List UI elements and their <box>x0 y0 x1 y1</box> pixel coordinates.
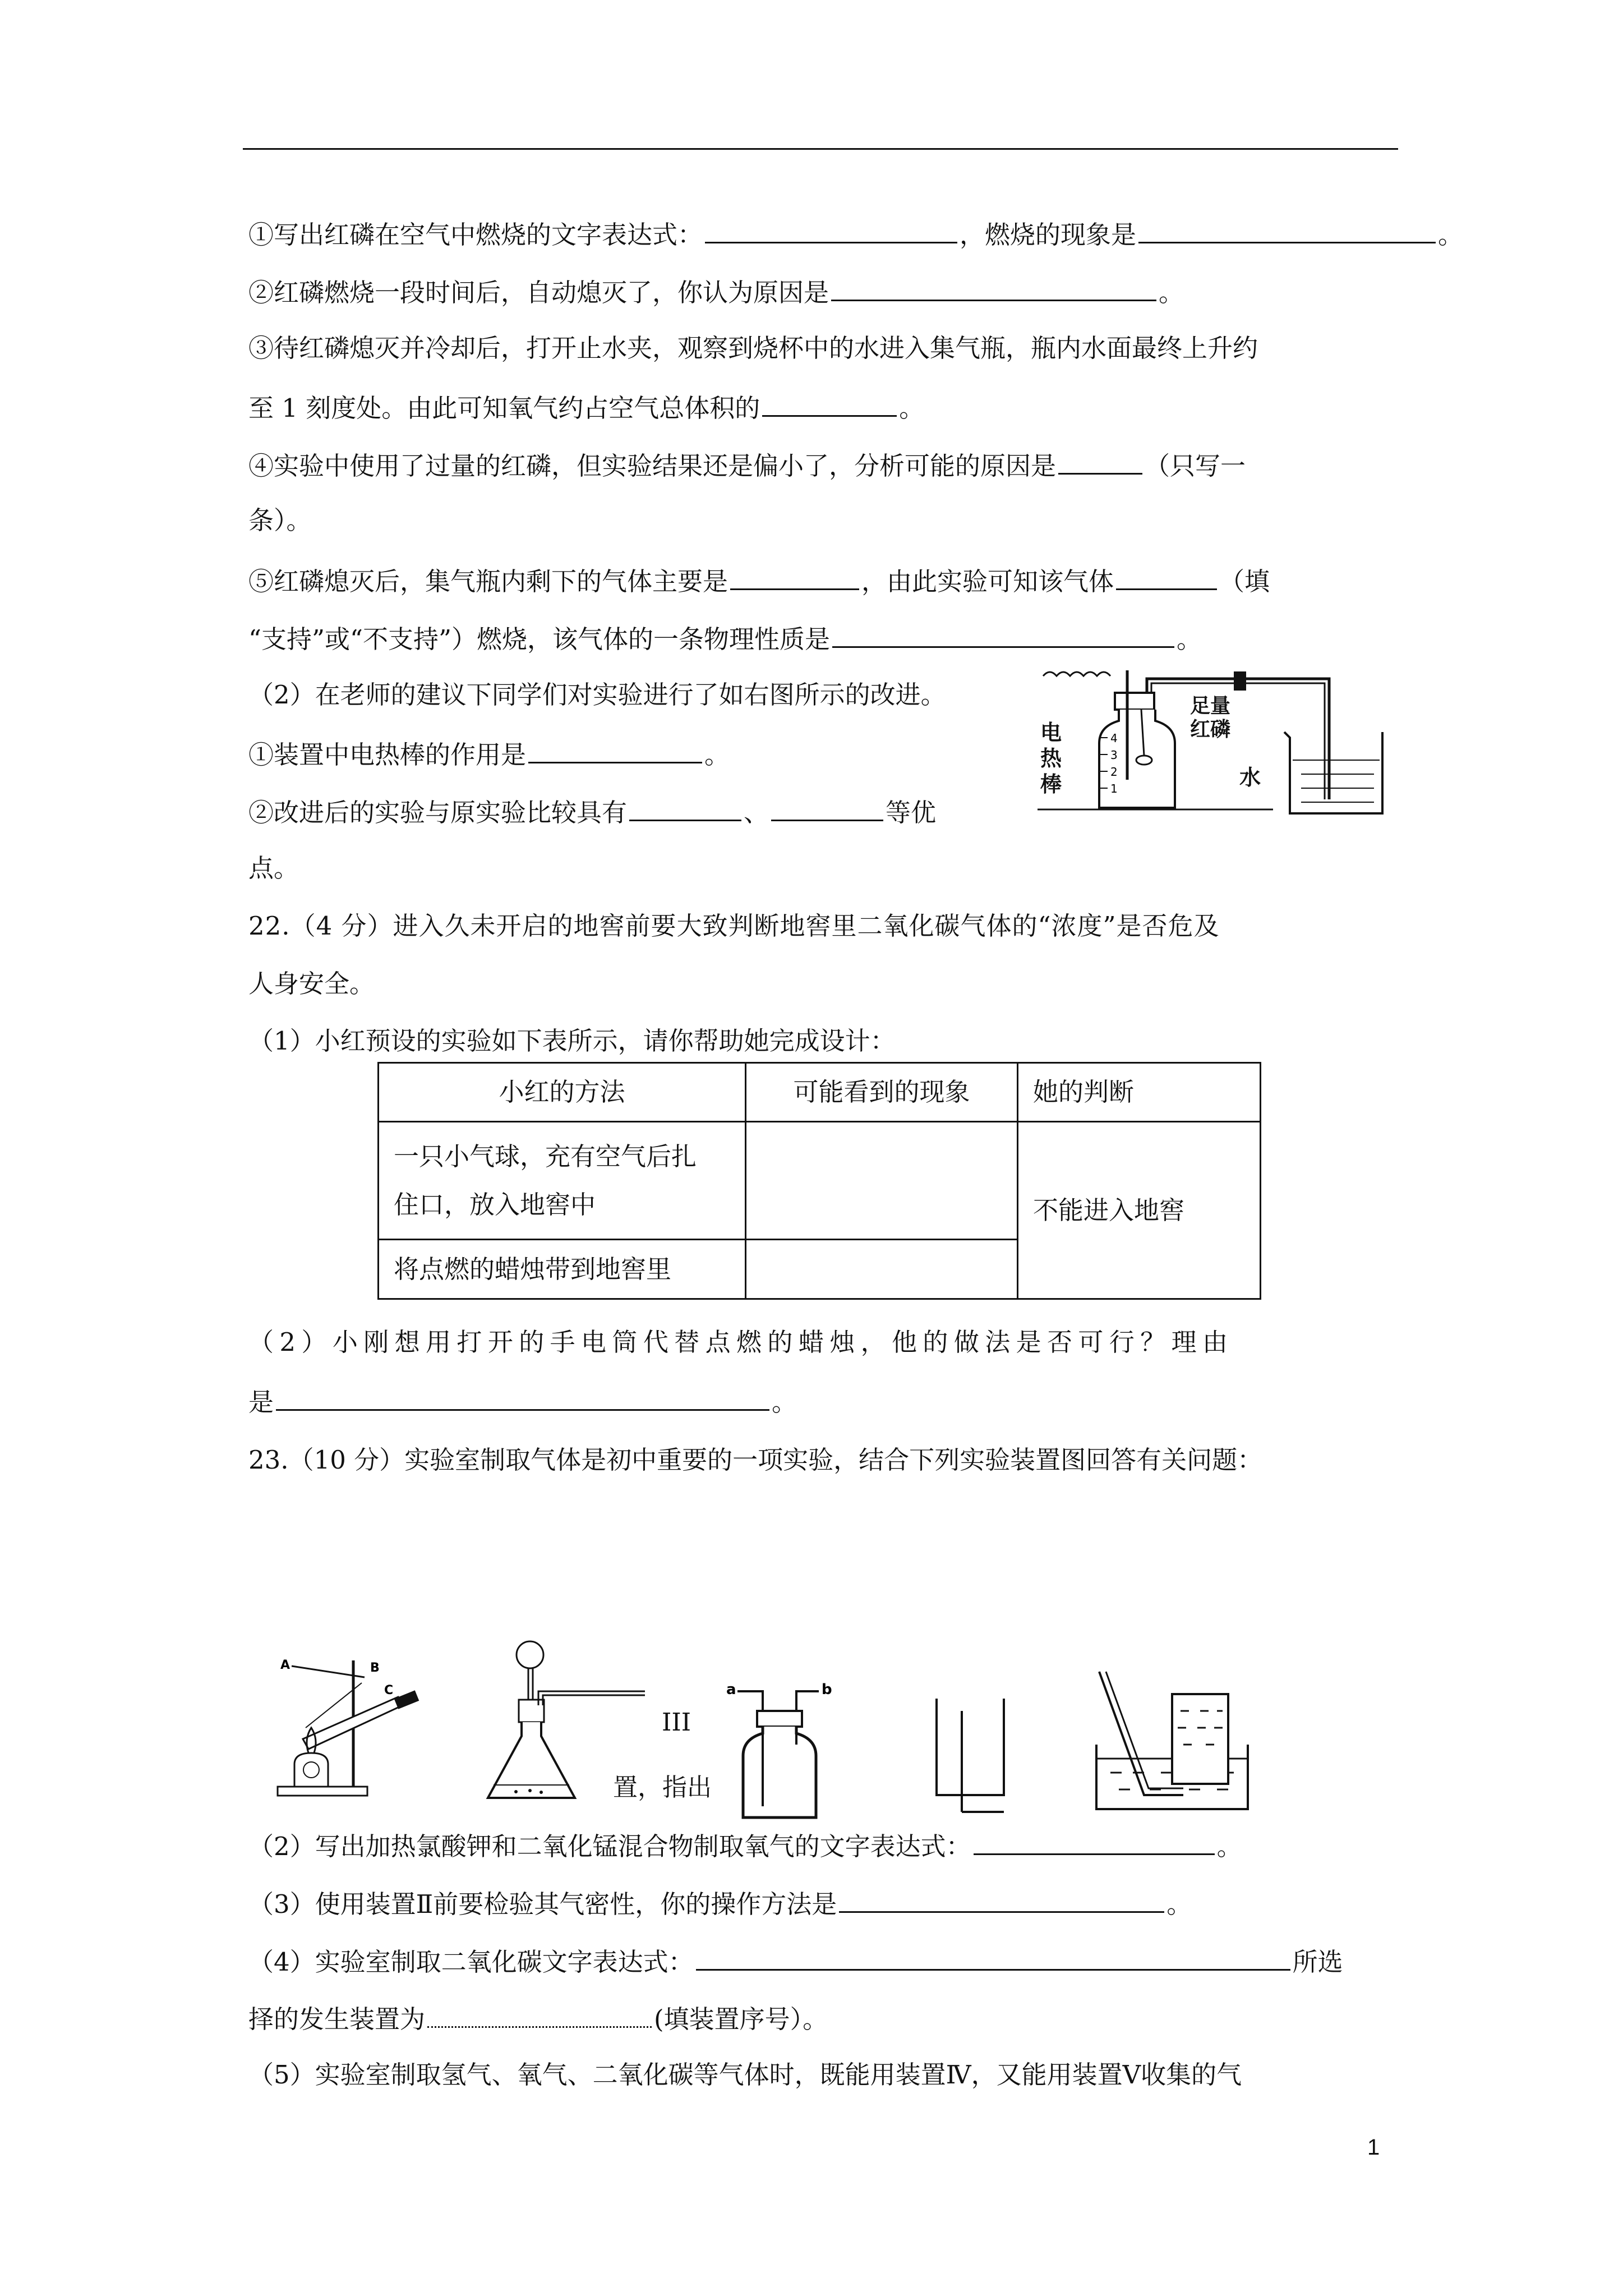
q21-line-6: 条）。 <box>248 505 312 535</box>
q23-l2-end: 。 <box>1216 1832 1242 1861</box>
header-rule <box>243 148 1398 150</box>
q23-line-5 <box>248 2000 828 2036</box>
q21-line-4 <box>248 389 924 425</box>
collection-jar <box>1172 1694 1228 1784</box>
phosphorus-spoon <box>1136 756 1152 765</box>
answer-blank[interactable] <box>1138 216 1436 243</box>
q22-l5-text: 是 <box>248 1387 274 1417</box>
label-water: 水 <box>1239 765 1261 790</box>
q21-l5-text: ④实验中使用了过量的红磷，但实验结果还是偏小了，分析可能的原因是 <box>248 451 1057 481</box>
table-header: 可能看到的现象 <box>746 1063 1018 1122</box>
table-cell-phenomenon[interactable] <box>746 1122 1018 1240</box>
jar-stopper <box>1115 693 1154 710</box>
q21-l7-text-2: ，由此实验可知该气体 <box>861 567 1114 596</box>
q21-l2-end: 。 <box>1159 278 1184 307</box>
q23-line-1: 23.（10 分）实验室制取气体是初中重要的一项实验，结合下列实验装置图回答有关问题： <box>248 1445 1263 1475</box>
q21-l1-text-2: ，燃烧的现象是 <box>960 220 1137 250</box>
funnel-bulb <box>517 1641 543 1668</box>
q21-line-5 <box>248 447 1246 483</box>
answer-blank[interactable] <box>276 1383 769 1411</box>
table-cell-method <box>379 1122 746 1240</box>
gas-bottle <box>743 1727 816 1818</box>
q21-l7-text: ⑤红磷熄灭后，集气瓶内剩下的气体主要是 <box>248 567 728 596</box>
answer-blank[interactable] <box>705 216 957 243</box>
q21-part2-line-1 <box>248 736 730 772</box>
tick-label: 3 <box>1110 748 1118 762</box>
table-header: 小红的方法 <box>379 1063 746 1122</box>
answer-blank[interactable] <box>696 1943 1290 1971</box>
label-a: A <box>280 1658 291 1672</box>
answer-blank[interactable] <box>629 794 741 821</box>
apparatus-iv-upward <box>931 1694 1009 1823</box>
label-electric-rod: 电热棒 <box>1040 720 1062 797</box>
q21-l4-end: 。 <box>899 393 925 423</box>
answer-blank[interactable] <box>974 1828 1215 1855</box>
q22-line-1: 22.（4 分）进入久未开启的地窖前要大致判断地窖里二氧化碳气体的“浓度”是否危及 <box>248 911 1220 941</box>
q23-line-4 <box>248 1943 1343 1979</box>
q21-l1-end: 。 <box>1438 220 1464 250</box>
improved-apparatus-figure <box>1038 659 1396 827</box>
answer-blank[interactable] <box>832 620 1174 648</box>
q21-line-3: ③待红磷熄灭并冷却后，打开止水夹，观察到烧杯中的水进入集气瓶，瓶内水面最终上升约 <box>248 333 1258 363</box>
q21-line-7 <box>248 563 1270 599</box>
q22-line-5 <box>248 1383 797 1419</box>
answer-blank[interactable] <box>528 736 702 763</box>
q21-part2-line-2 <box>248 794 936 830</box>
method-line: 住口，放入地窖中 <box>394 1189 596 1220</box>
page-number: 1 <box>1367 2135 1380 2160</box>
q23-line-2 <box>248 1828 1242 1864</box>
roman-numeral-iii: III <box>662 1708 691 1737</box>
q21-line-8 <box>248 620 1202 656</box>
conical-flask <box>488 1722 575 1798</box>
q21-l8-end: 。 <box>1177 624 1202 654</box>
q21-line-1 <box>248 216 1463 252</box>
q22-line-3: （1）小红预设的实验如下表所示，请你帮助她完成设计： <box>248 1026 896 1056</box>
q22-line-2: 人身安全。 <box>248 969 375 999</box>
tick-label: 1 <box>1110 782 1118 795</box>
label-red-phosphorus: 足量红磷 <box>1190 694 1231 741</box>
experiment-table <box>377 1062 1261 1300</box>
answer-blank[interactable] <box>839 1885 1164 1913</box>
apparatus-v-water <box>1088 1660 1251 1823</box>
q23-l5-text: 择的发生装置为 <box>248 2004 426 2034</box>
label-b: b <box>822 1681 832 1698</box>
q23-line-3 <box>248 1885 1192 1921</box>
q21-p2-1-end: 。 <box>704 740 730 770</box>
q22-l5-end: 。 <box>772 1387 797 1417</box>
overlapping-text: 置，指出 <box>613 1773 712 1802</box>
answer-blank[interactable] <box>762 389 897 417</box>
q23-l4-text-2: 所选 <box>1292 1947 1343 1977</box>
q23-l3-text: （3）使用装置Ⅱ前要检验其气密性，你的操作方法是 <box>248 1889 837 1919</box>
answer-blank[interactable] <box>427 2000 652 2028</box>
q21-l5-text-2: （只写一 <box>1145 451 1246 481</box>
q23-line-6: （5）实验室制取氢气、氧气、二氧化碳等气体时，既能用装置Ⅳ，又能用装置Ⅴ收集的气 <box>248 2060 1242 2090</box>
tick-label: 2 <box>1110 765 1118 779</box>
answer-blank[interactable] <box>730 563 859 590</box>
label-c: C <box>384 1683 394 1697</box>
q21-line-2 <box>248 274 1184 310</box>
table-cell-phenomenon[interactable] <box>746 1240 1018 1299</box>
q22-line-4: （2）小刚想用打开的手电筒代替点燃的蜡烛，他的做法是否可行？理由 <box>248 1327 1234 1357</box>
q21-p2-1-text: ①装置中电热棒的作用是 <box>248 740 527 770</box>
tick-label: 4 <box>1110 731 1118 745</box>
q23-l4-text: （4）实验室制取二氧化碳文字表达式： <box>248 1947 694 1977</box>
q21-l7-text-3: （填 <box>1219 567 1270 596</box>
method-line: 一只小气球，充有空气后扎 <box>394 1141 697 1171</box>
q21-part2-line-3: 点。 <box>248 853 299 883</box>
inverted-jar <box>937 1697 1004 1795</box>
answer-blank[interactable] <box>1116 563 1217 590</box>
q23-l3-end: 。 <box>1166 1889 1192 1919</box>
q21-l8-text: “支持”或“不支持”）燃烧，该气体的一条物理性质是 <box>248 624 831 654</box>
q21-p2-2-text-2: 等优 <box>886 798 937 827</box>
beaker <box>1284 732 1382 813</box>
q21-part2-intro: （2）在老师的建议下同学们对实验进行了如右图所示的改进。 <box>248 680 946 710</box>
apparatus-i-heating <box>269 1655 437 1801</box>
q21-p2-2-text: ②改进后的实验与原实验比较具有 <box>248 798 628 827</box>
water-clamp <box>1234 671 1246 691</box>
alcohol-lamp <box>294 1753 328 1787</box>
q21-l1-text: ①写出红磷在空气中燃烧的文字表达式： <box>248 220 703 250</box>
table-header-row <box>379 1063 1261 1122</box>
heating-wire <box>1043 672 1110 676</box>
table-cell-verdict: 不能进入地窖 <box>1018 1122 1261 1299</box>
q21-l4-text: 至 1 刻度处。由此可知氧气约占空气总体积的 <box>248 393 760 423</box>
q21-l2-text: ②红磷燃烧一段时间后，自动熄灭了，你认为原因是 <box>248 278 829 307</box>
table-cell-method: 将点燃的蜡烛带到地窖里 <box>379 1240 746 1299</box>
answer-blank[interactable] <box>831 274 1156 301</box>
table-row <box>379 1122 1261 1240</box>
table-header: 她的判断 <box>1018 1063 1261 1122</box>
label-b: B <box>370 1661 380 1675</box>
apparatus-iii-bottle <box>718 1677 847 1823</box>
label-a: a <box>726 1681 736 1698</box>
q23-l2-text: （2）写出加热氯酸钾和二氧化锰混合物制取氧气的文字表达式： <box>248 1832 971 1861</box>
answer-blank[interactable] <box>1058 447 1142 475</box>
q21-p2-2-sep: 、 <box>744 798 769 827</box>
answer-blank[interactable] <box>771 794 883 821</box>
q23-l5-text-2: (填装置序号）。 <box>654 2004 828 2034</box>
